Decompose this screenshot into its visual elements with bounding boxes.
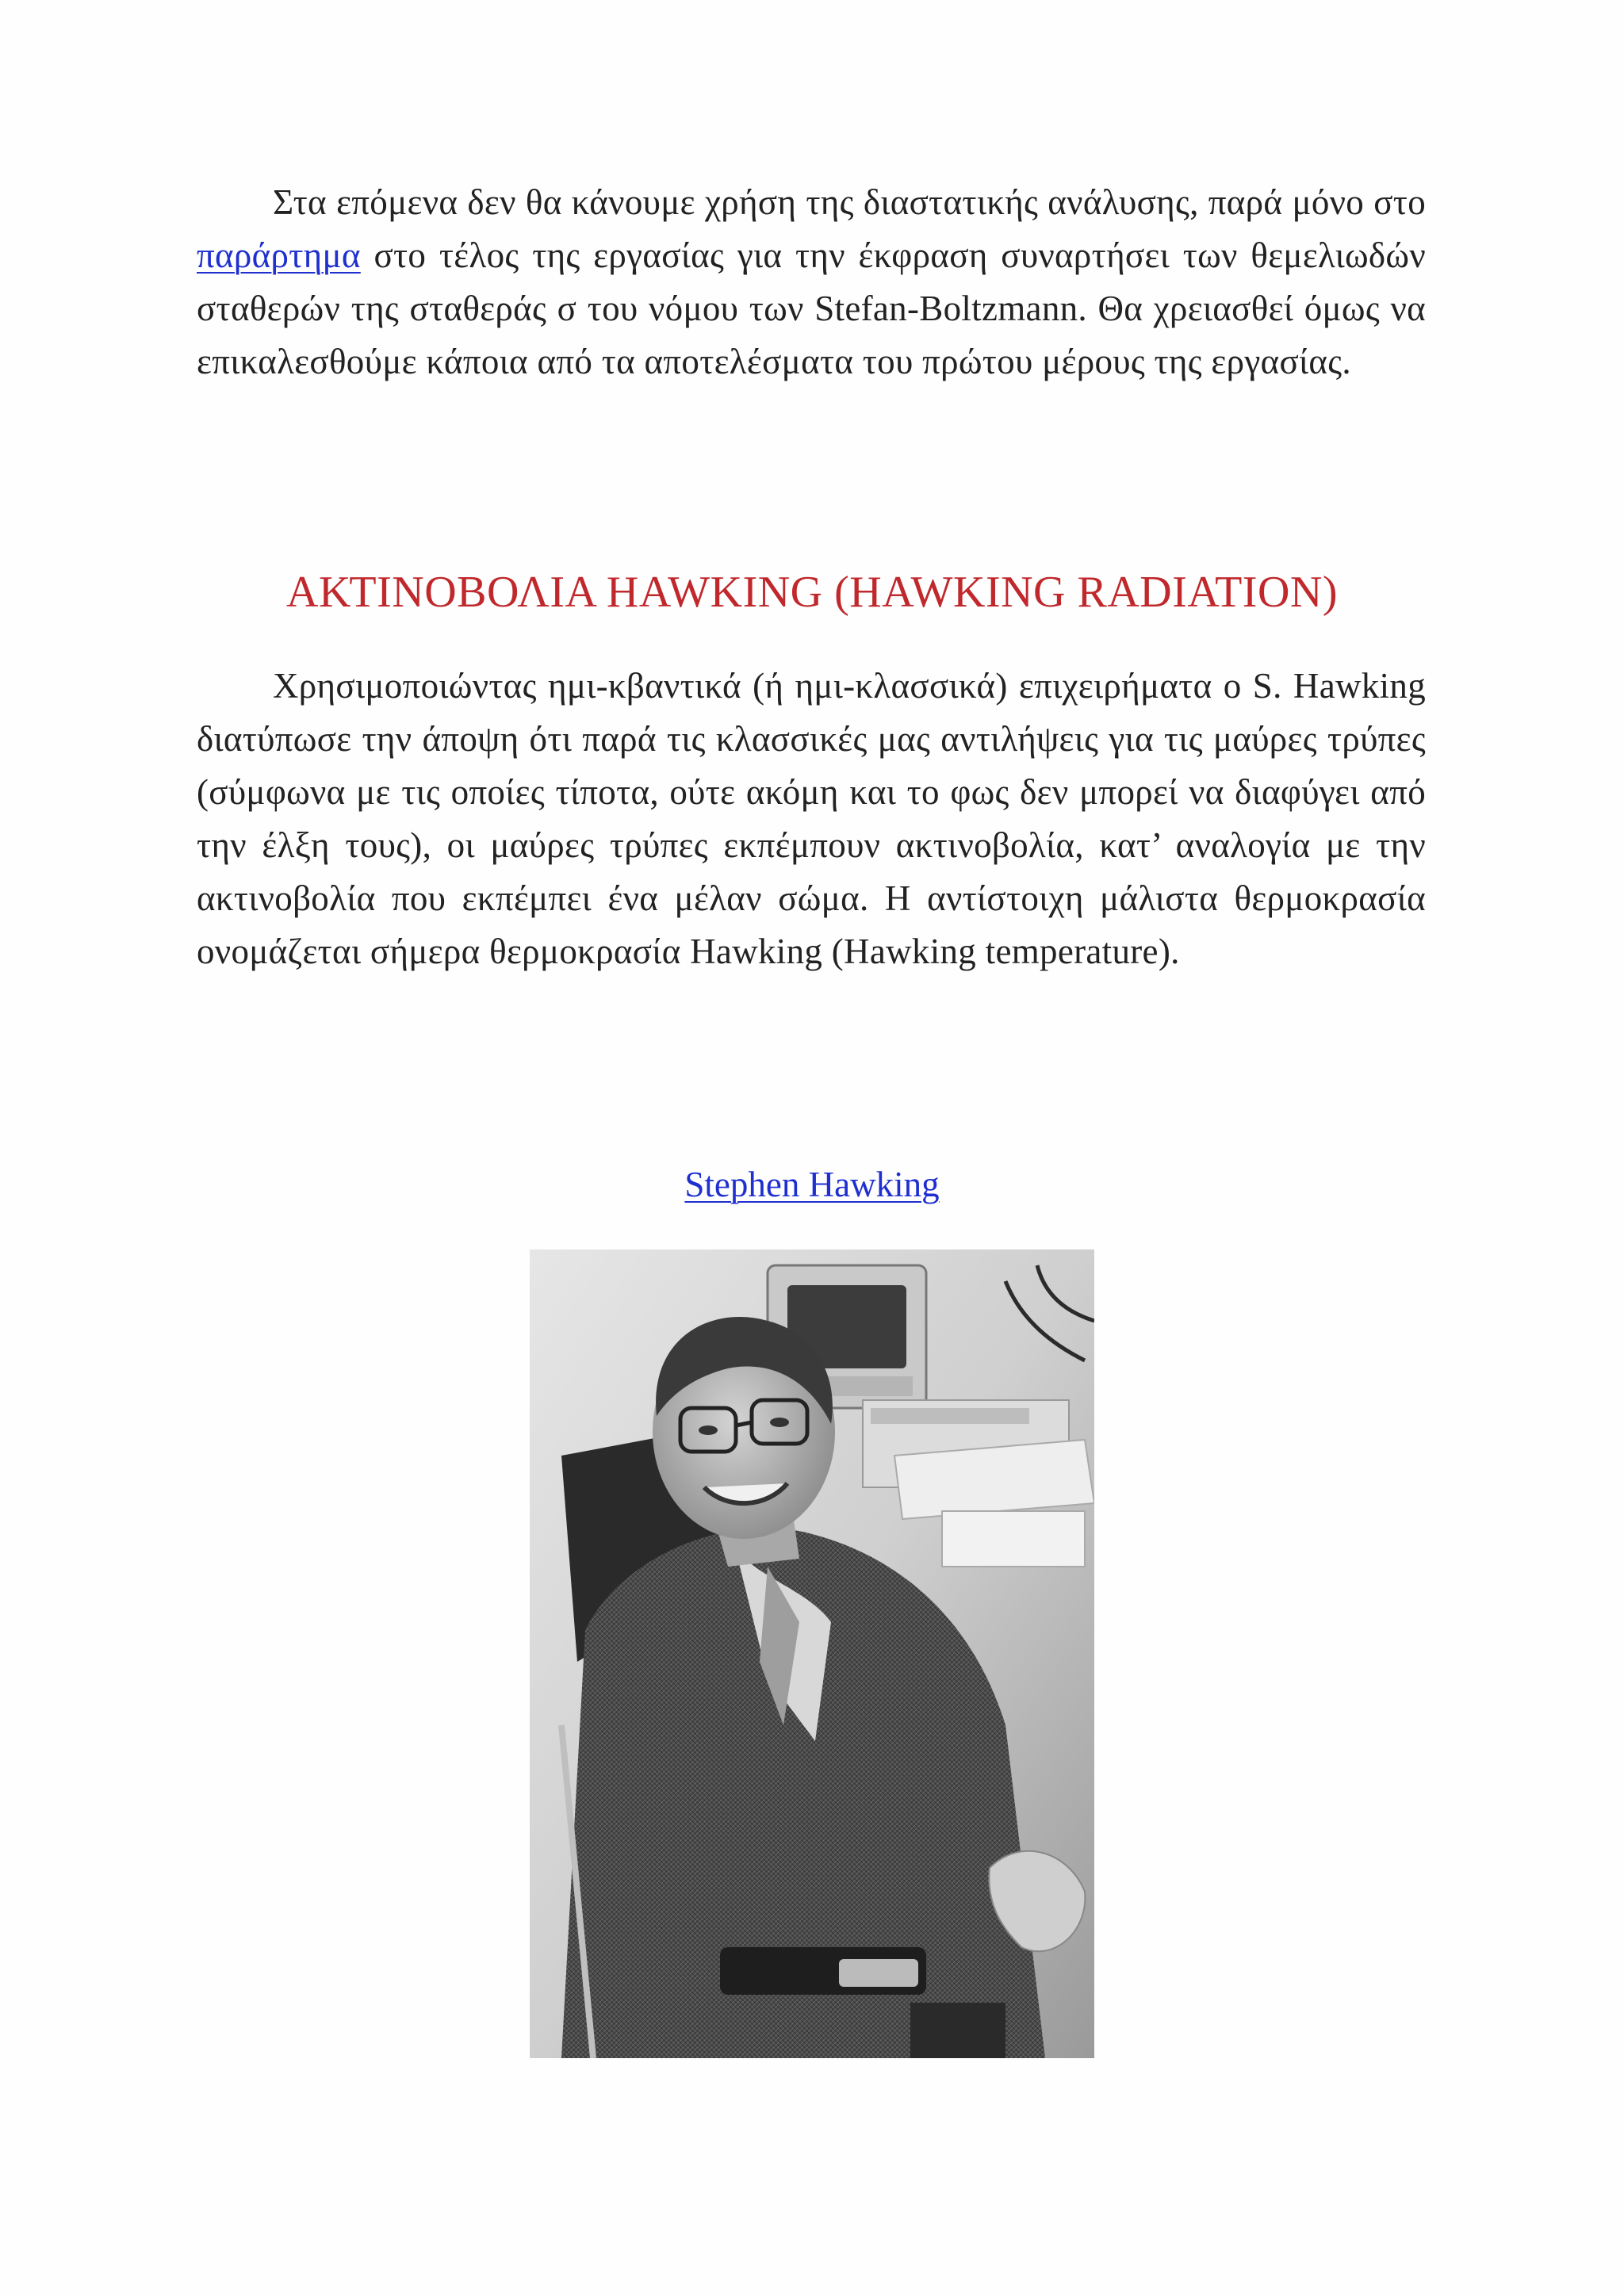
hawking-radiation-text: Χρησιμοποιώντας ημι-κβαντικά (ή ημι-κλασσικά) επιχειρήματα ο S. Hawking διατύπωσε την άποψη ότι παρά τις κλασσικές μας αντιλήψεις για τις μαύρες τρύπες (σύμφωνα με τις οποίες τίποτα, ούτε ακόμη και το φως δεν μπορεί να διαφύγει από την έλξη τους), οι μαύρες τρύπες εκπέμπουν ακτινοβολία, κατ’ αναλογία με την ακτινοβολία που εκπέμπει ένα μέλαν σώμα. Η αντίστοιχη μάλιστα θερμοκρασία ονομάζεται σήμερα θερμοκρασία Hawking (Hawking temperature).	[197, 666, 1426, 971]
intro-text-start: Στα επόμενα δεν θα κάνουμε χρήση της διαστατικής ανάλυσης, παρά μόνο στο	[273, 182, 1426, 222]
stephen-hawking-link[interactable]: Stephen Hawking	[684, 1165, 940, 1204]
hawking-radiation-paragraph	[197, 660, 1426, 978]
appendix-link[interactable]: παράρτημα	[197, 235, 361, 275]
section-heading: ΑΚΤΙΝΟΒΟΛΙΑ HAWKING (HAWKING RADIATION)	[286, 568, 1338, 617]
portrait-illustration	[530, 1249, 1094, 2058]
stephen-hawking-photo	[530, 1249, 1094, 2058]
intro-paragraph	[197, 176, 1426, 388]
photo-caption	[0, 1161, 1624, 1208]
intro-text-end: στο τέλος της εργασίας για την έκφραση συναρτήσει των θεμελιωδών σταθερών της σταθεράς σ του νόμου των Stefan-Boltzmann. Θα χρειασθεί όμως να επικαλεσθούμε κάποια από τα αποτελέσματα του πρώτου μέρους της εργασίας.	[197, 235, 1426, 381]
